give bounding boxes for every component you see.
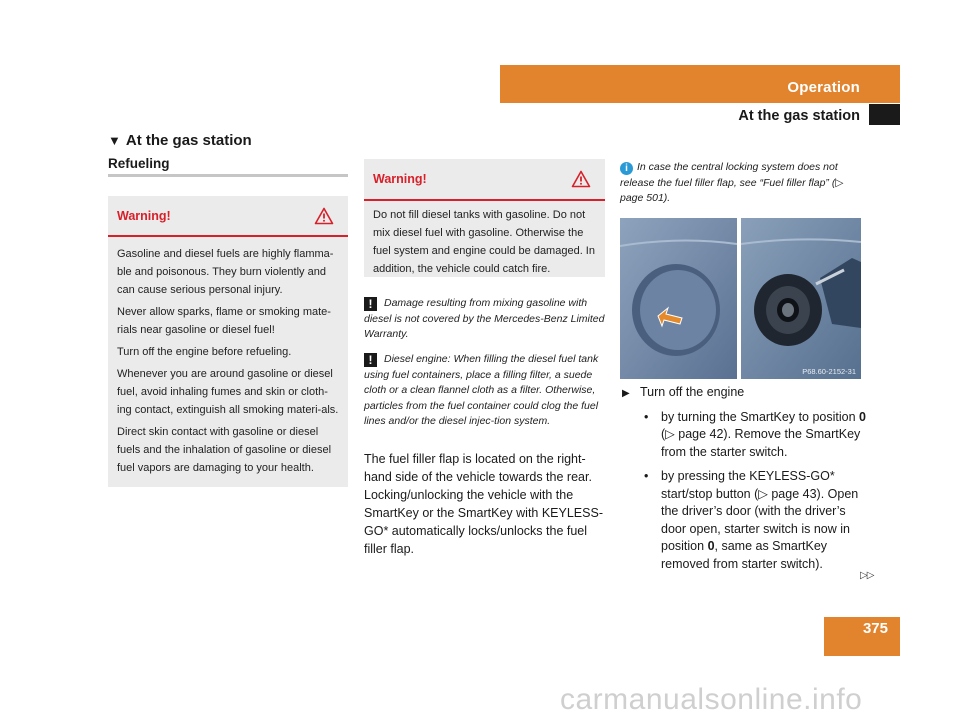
warning-header bbox=[364, 159, 605, 201]
notice-warranty bbox=[364, 296, 606, 343]
page-number: 375 bbox=[862, 620, 888, 637]
notice-text: Damage resulting from mixing gasoline with diesel is not covered by the Mercedes-Benz Limited Warranty. bbox=[364, 297, 605, 340]
warning-paragraph: Do not fill diesel tanks with gasoline. Do not mix diesel fuel with gasoline. Otherwise the fuel system and engine could be damaged. In addition, the vehicle could catch fire. bbox=[373, 209, 595, 275]
step-sub-item bbox=[620, 409, 870, 462]
warning-paragraph: Whenever you are around gasoline or diesel fuel, avoid inhaling fumes and skin or cloth-ing contact, extinguish all smoking materi-als. bbox=[117, 368, 339, 416]
arrow-right-icon: ▶ bbox=[622, 388, 630, 399]
photo-code: P68.60-2152-31 bbox=[802, 367, 856, 376]
warning-paragraph: Gasoline and diesel fuels are highly flamma-ble and poisonous. They burn violently and can cause serious personal injury. bbox=[117, 248, 334, 296]
warning-box-diesel bbox=[364, 159, 605, 277]
step-text: (▷ page 42). Remove the SmartKey from the starter switch. bbox=[661, 427, 861, 459]
header-marker-block bbox=[869, 104, 900, 125]
position-value: 0 bbox=[707, 539, 715, 553]
warning-paragraph: Direct skin contact with gasoline or diesel fuels and the inhalation of gasoline or diesel fuel vapors are damaging to your health. bbox=[117, 426, 332, 474]
step-main bbox=[620, 384, 870, 402]
step-sub-item bbox=[620, 468, 870, 573]
page-title-text: At the gas station bbox=[125, 132, 252, 149]
notice-text: Diesel engine: When filling the diesel fuel tank using fuel containers, place a filling filter, a suede cloth or a clean flannel cloth as a filter. Otherwise, particles from the fuel container could clog the fuel lines and/or the diesel injec-tion system. bbox=[364, 353, 599, 427]
bullet-icon: • bbox=[644, 469, 649, 483]
warning-header bbox=[108, 196, 348, 237]
section-subtitle: Refueling bbox=[108, 156, 170, 171]
warning-box-fuels bbox=[108, 196, 348, 487]
warning-triangle-icon bbox=[571, 170, 591, 188]
section-rule bbox=[108, 174, 348, 177]
bullet-icon: • bbox=[644, 409, 649, 424]
notice-diesel-filter bbox=[364, 352, 606, 430]
warning-body bbox=[364, 201, 605, 278]
step-main-text: Turn off the engine bbox=[640, 385, 745, 399]
warning-label: Warning! bbox=[373, 172, 427, 186]
info-icon: i bbox=[620, 162, 633, 175]
step-list bbox=[620, 384, 870, 573]
fuel-filler-paragraph: The fuel filler flap is located on the right-hand side of the vehicle towards the rear. Locking/unlocking the vehicle with the SmartKey or the SmartKey with KEYLESS-GO* automatically locks/unlocks the fuel filler flap. bbox=[364, 452, 603, 556]
step-text: by turning the SmartKey to position bbox=[661, 409, 860, 424]
info-note bbox=[620, 160, 865, 207]
continued-marker: ▷▷ bbox=[860, 570, 874, 581]
exclamation-icon: ! bbox=[364, 353, 377, 367]
info-text: In case the central locking system does not release the fuel filler flap, see “Fuel filler flap” (▷ page 501). bbox=[620, 161, 844, 204]
step-text: , same as SmartKey removed from starter switch). bbox=[661, 539, 828, 571]
warning-triangle-icon bbox=[314, 207, 334, 225]
warning-paragraph: Turn off the engine before refueling. bbox=[117, 346, 292, 358]
warning-paragraph: Never allow sparks, flame or smoking mate-rials near gasoline or diesel fuel! bbox=[117, 306, 331, 336]
fuel-filler-flap-photo bbox=[620, 218, 861, 379]
header-topic: At the gas station bbox=[738, 108, 860, 124]
triangle-down-icon: ▼ bbox=[108, 133, 121, 148]
page-title bbox=[108, 132, 252, 149]
warning-body bbox=[108, 237, 348, 477]
step-text: by pressing the KEYLESS-GO* start/stop button (▷ page 43). Open the driver’s door (with the driver’s door open, starter switch is now in position bbox=[661, 469, 859, 553]
watermark: carmanualsonline.info bbox=[560, 683, 863, 716]
position-value: 0 bbox=[859, 409, 866, 424]
warning-label: Warning! bbox=[117, 208, 171, 223]
header-section-title: Operation bbox=[787, 79, 860, 96]
exclamation-icon: ! bbox=[364, 297, 377, 311]
